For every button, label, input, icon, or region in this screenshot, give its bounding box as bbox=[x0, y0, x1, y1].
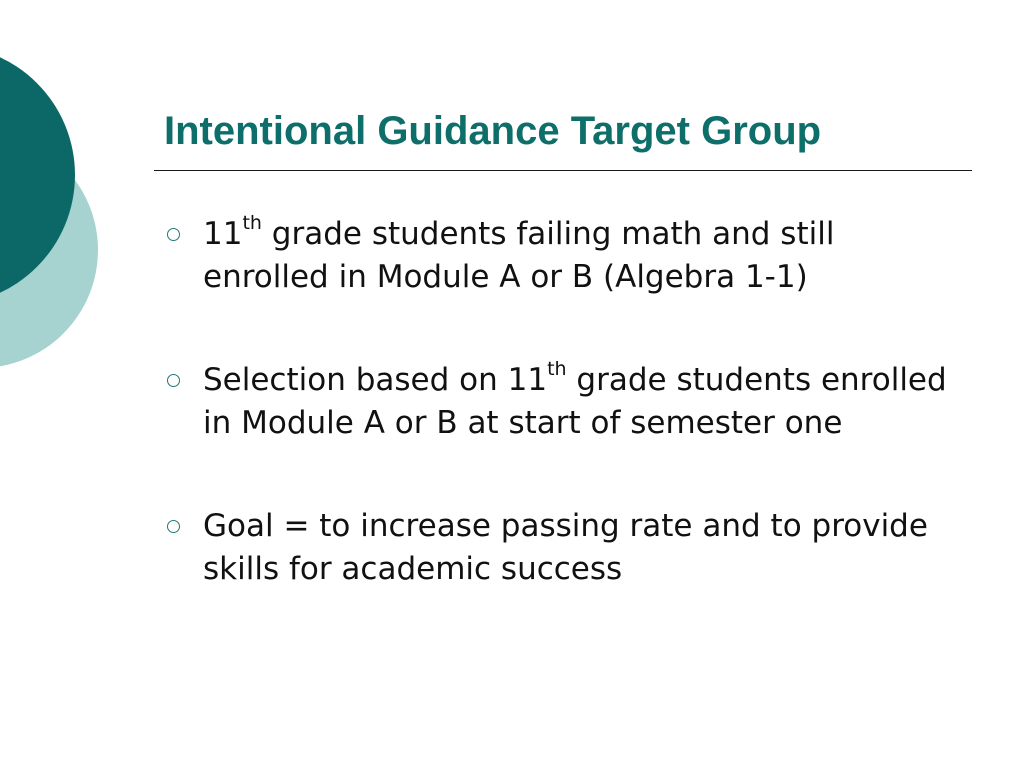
bullet-list bbox=[164, 213, 954, 591]
hollow-circle-bullet-icon bbox=[167, 520, 180, 533]
hollow-circle-bullet-icon bbox=[167, 228, 180, 241]
bullet-text: grade students failing math and still enrolled in Module A or B (Algebra 1-1) bbox=[203, 216, 835, 295]
bullet-text: Goal = to increase passing rate and to provide skills for academic success bbox=[203, 508, 928, 587]
hollow-circle-bullet-icon bbox=[167, 374, 180, 387]
bullet-text: grade students enrolled in Module A or B at start of semester one bbox=[203, 362, 947, 441]
decorative-circles bbox=[0, 0, 110, 410]
bullet-item-selection bbox=[164, 359, 954, 445]
bullet-item-goal bbox=[164, 505, 954, 591]
title-divider bbox=[154, 170, 972, 171]
bullet-ordinal-suffix: th bbox=[547, 357, 567, 380]
bullet-ordinal-suffix: th bbox=[242, 211, 262, 234]
bullet-text-prefix: Selection based on 11 bbox=[203, 362, 548, 398]
slide-title: Intentional Guidance Target Group bbox=[164, 109, 822, 153]
bullet-item-target-students bbox=[164, 213, 954, 299]
bullet-grade-number: 11 bbox=[203, 216, 243, 252]
